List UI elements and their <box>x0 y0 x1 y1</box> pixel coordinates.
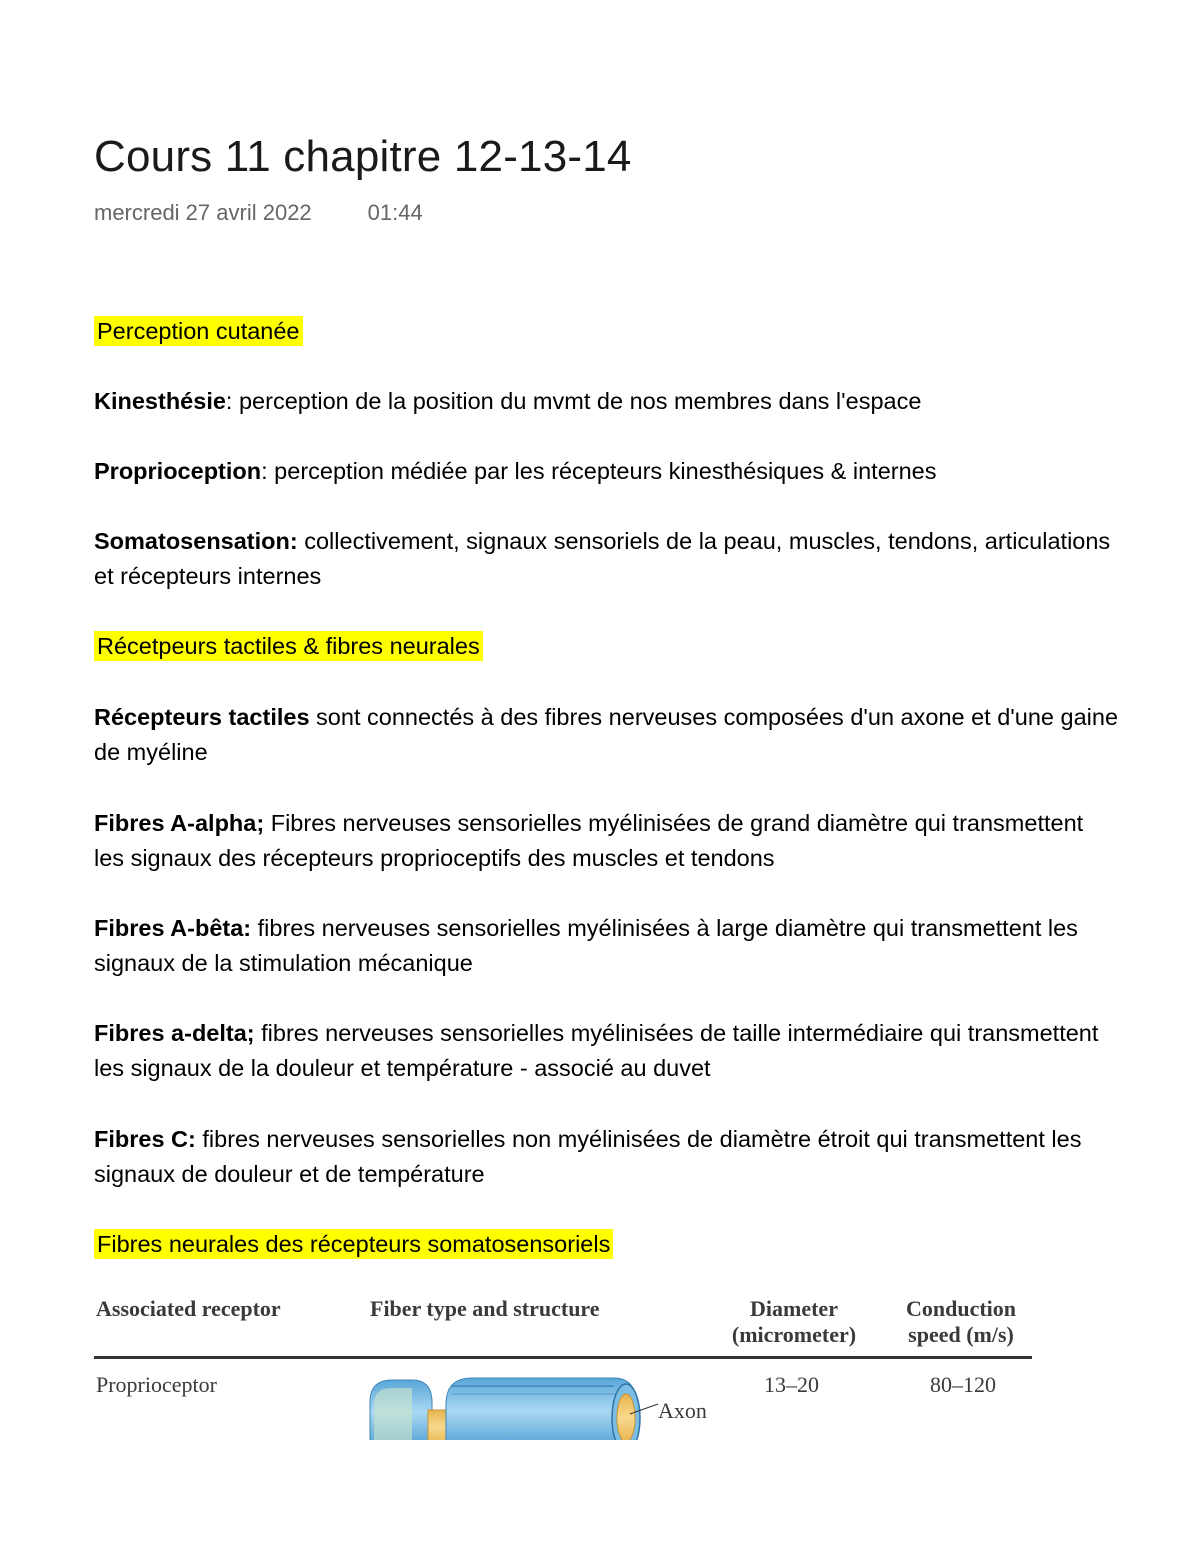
header-speed-line1: Conduction <box>905 1296 1017 1321</box>
term-a-beta: Fibres A-bêta: <box>94 915 252 941</box>
definition-text-cont: les signaux des récepteurs proprioceptifs des muscles et tendons <box>94 845 775 871</box>
term-fibres-c: Fibres C: <box>94 1126 196 1152</box>
myelin-sheath-segment <box>446 1378 636 1440</box>
paragraph-proprioception <box>94 454 936 489</box>
cell-speed: 80–120 <box>930 1372 996 1397</box>
term-a-alpha: Fibres A-alpha; <box>94 810 265 836</box>
term-a-delta: Fibres a-delta; <box>94 1020 255 1046</box>
term-somatosensation: Somatosensation: <box>94 528 298 554</box>
section-heading-fibres-neurales <box>94 1227 613 1262</box>
myelinated-fiber-illustration <box>368 1374 668 1440</box>
term-kinesthesie: Kinesthésie <box>94 388 226 414</box>
highlighted-heading: Perception cutanée <box>94 316 303 346</box>
definition-text-cont: les signaux de la douleur et température - associé au duvet <box>94 1055 711 1081</box>
axon-cross-section <box>617 1394 635 1440</box>
definition-text: : perception médiée par les récepteurs kinesthésiques & internes <box>261 458 937 484</box>
definition-text: fibres nerveuses sensorielles myélinisées à large diamètre qui transmettent les <box>251 915 1078 941</box>
section-heading-recepteurs <box>94 629 483 664</box>
paragraph-fibres-c <box>94 1122 1081 1192</box>
definition-text: collectivement, signaux sensoriels de la peau, muscles, tendons, articulations <box>297 528 1111 554</box>
cell-receptor: Proprioceptor <box>96 1372 217 1397</box>
note-time: 01:44 <box>367 200 423 225</box>
highlighted-heading: Fibres neurales des récepteurs somatosensoriels <box>94 1229 613 1259</box>
definition-text: Fibres nerveuses sensorielles myélinisées de grand diamètre qui transmettent <box>264 810 1084 836</box>
paragraph-a-delta <box>94 1016 1098 1086</box>
header-diameter-line2: (micrometer) <box>731 1322 857 1347</box>
term-proprioception: Proprioception <box>94 458 262 484</box>
note-timestamp <box>94 200 423 226</box>
note-date: mercredi 27 avril 2022 <box>94 200 312 225</box>
table-header-rule <box>94 1356 1032 1359</box>
definition-text-cont: de myéline <box>94 739 208 765</box>
header-speed-line2: speed (m/s) <box>908 1322 1014 1347</box>
header-diameter <box>714 1296 874 1348</box>
paragraph-a-beta <box>94 911 1078 981</box>
definition-text: : perception de la position du mvmt de nos membres dans l'espace <box>225 388 922 414</box>
header-fiber-type: Fiber type and structure <box>370 1296 600 1321</box>
definition-text: fibres nerveuses sensorielles non myélinisées de diamètre étroit qui transmettent les <box>195 1126 1082 1152</box>
definition-text-cont: et récepteurs internes <box>94 563 322 589</box>
paragraph-a-alpha <box>94 806 1083 876</box>
header-diameter-line1: Diameter <box>750 1296 838 1321</box>
definition-text-cont: signaux de douleur et de température <box>94 1161 485 1187</box>
highlighted-heading: Récetpeurs tactiles & fibres neurales <box>94 631 483 661</box>
definition-text: fibres nerveuses sensorielles myélinisées de taille intermédiaire qui transmettent <box>254 1020 1099 1046</box>
paragraph-kinesthesie <box>94 384 921 419</box>
page-title: Cours 11 chapitre 12-13-14 <box>94 132 632 181</box>
definition-text: sont connectés à des fibres nerveuses composées d'un axone et d'une gaine <box>309 704 1119 730</box>
section-heading-perception <box>94 314 303 349</box>
header-conduction-speed <box>886 1296 1032 1348</box>
header-associated-receptor: Associated receptor <box>96 1296 281 1321</box>
paragraph-recepteurs-tactiles <box>94 700 1118 770</box>
cell-diameter: 13–20 <box>764 1372 819 1397</box>
myelin-inner <box>374 1388 412 1440</box>
fiber-table-image <box>94 1290 1032 1440</box>
term-recepteurs-tactiles: Récepteurs tactiles <box>94 704 310 730</box>
paragraph-somatosensation <box>94 524 1110 594</box>
definition-text-cont: signaux de la stimulation mécanique <box>94 950 473 976</box>
axon-label: Axon <box>658 1398 707 1423</box>
